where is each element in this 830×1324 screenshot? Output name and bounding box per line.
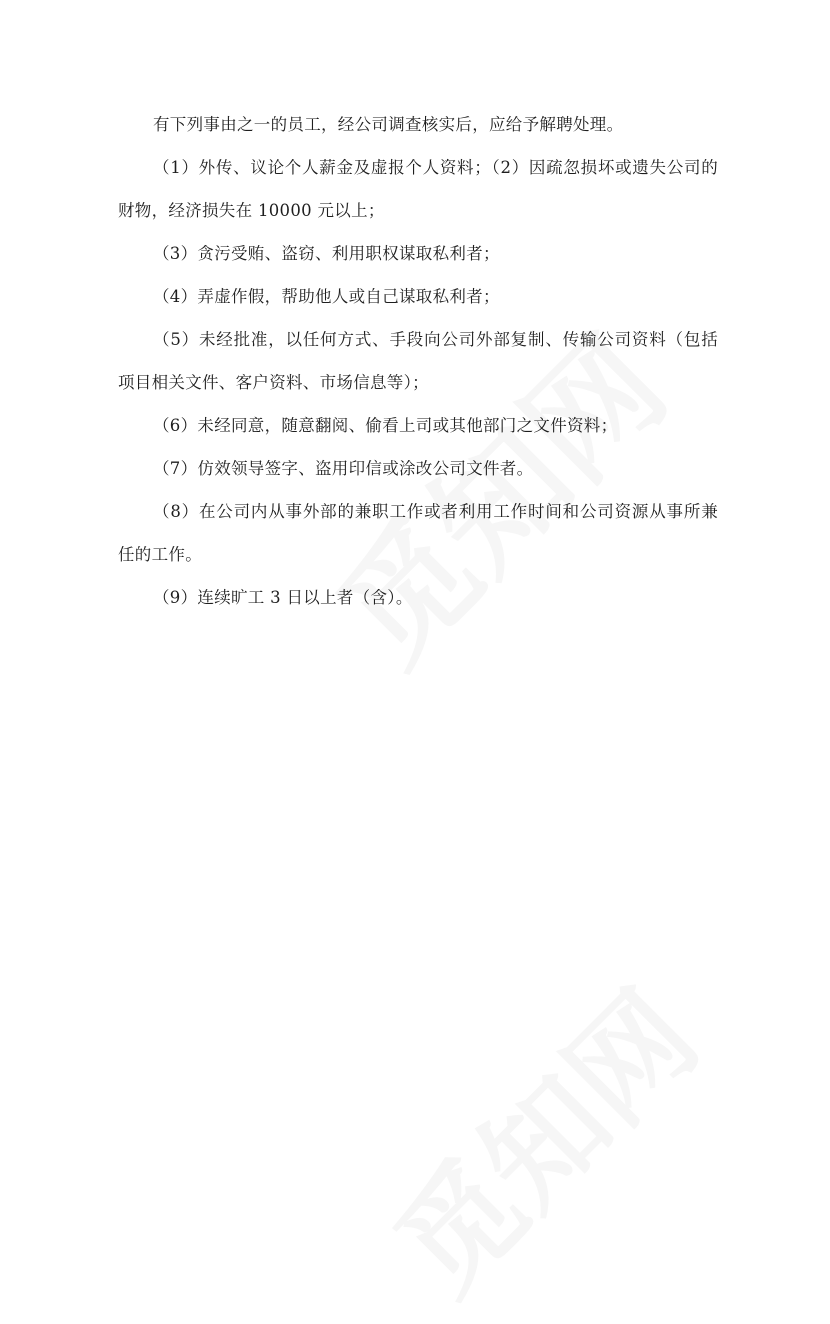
list-item: （8）在公司内从事外部的兼职工作或者利用工作时间和公司资源从事所兼任的工作。	[118, 502, 718, 564]
intro-paragraph: 有下列事由之一的员工，经公司调查核实后，应给予解聘处理。	[153, 115, 624, 134]
list-item: （9）连续旷工 3 日以上者（含）。	[153, 588, 413, 607]
document-body	[118, 103, 718, 619]
list-item: （4）弄虚作假，帮助他人或自己谋取私利者；	[153, 287, 500, 306]
list-item: （3）贪污受贿、盗窃、利用职权谋取私利者；	[153, 244, 500, 263]
list-item: （5）未经批准，以任何方式、手段向公司外部复制、传输公司资料（包括项目相关文件、客户资料、市场信息等）；	[118, 330, 718, 392]
watermark	[352, 948, 728, 1324]
list-item: （7）仿效领导签字、盗用印信或涂改公司文件者。	[153, 459, 534, 478]
list-item: （6）未经同意，随意翻阅、偷看上司或其他部门之文件资料；	[153, 416, 618, 435]
list-item: （1）外传、议论个人薪金及虚报个人资料；（2）因疏忽损坏或遗失公司的财物，经济损失在 10000 元以上；	[118, 158, 718, 220]
